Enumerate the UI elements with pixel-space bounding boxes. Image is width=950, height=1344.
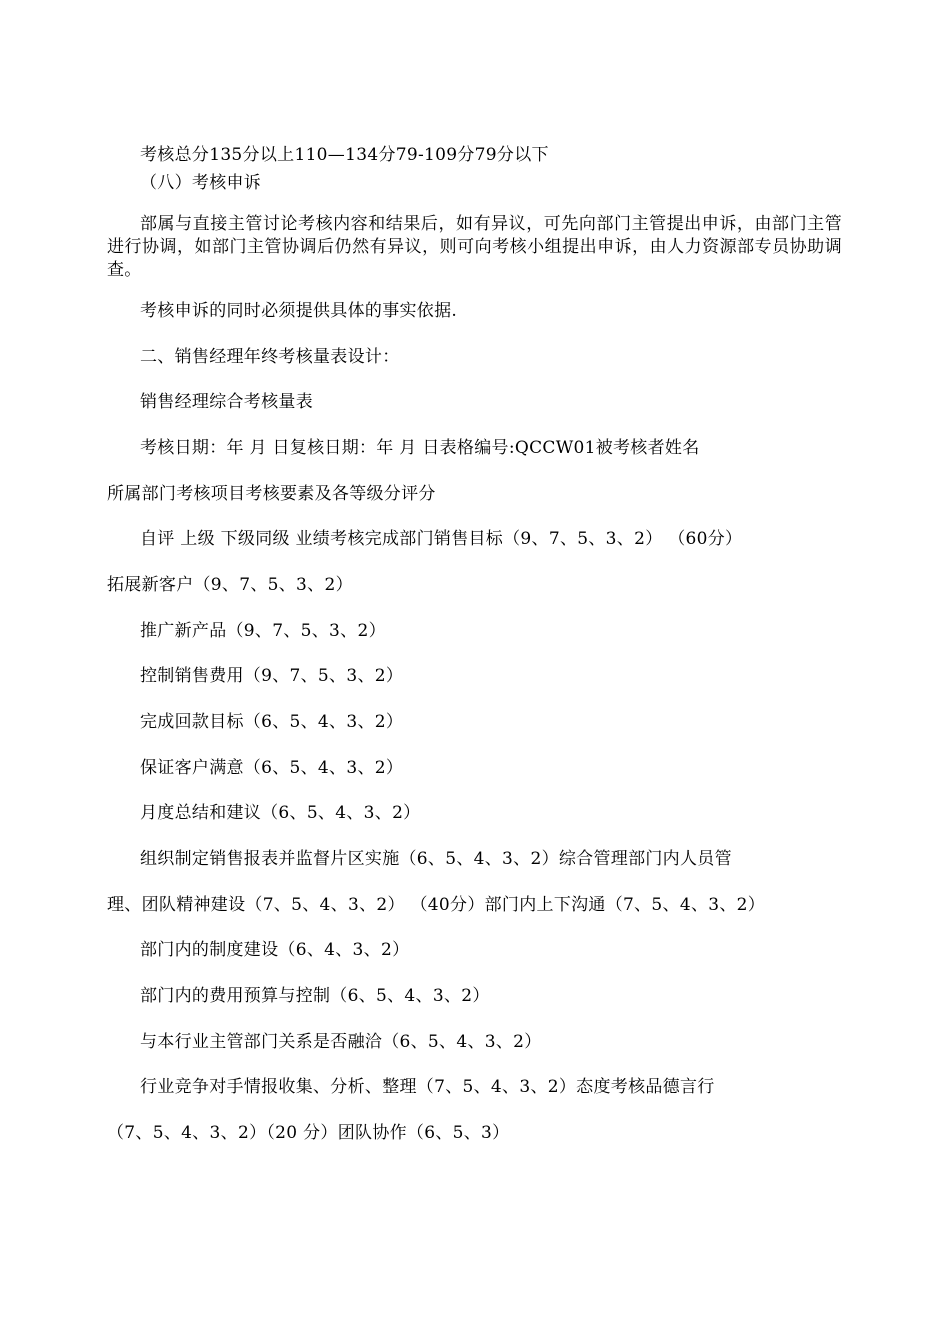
monthly-summary-line: 月度总结和建议（6、5、4、3、2） <box>140 803 421 823</box>
competitor-info-line: 行业竞争对手情报收集、分析、整理（7、5、4、3、2）态度考核品德言行 <box>140 1077 715 1097</box>
score-ranges-line: 考核总分135分以上110—134分79-109分79分以下 <box>140 145 549 165</box>
sales-cost-line: 控制销售费用（9、7、5、3、2） <box>140 666 404 686</box>
table-title: 销售经理综合考核量表 <box>140 392 313 412</box>
dept-line: 所属部门考核项目考核要素及各等级分评分 <box>107 484 436 504</box>
industry-relations-line: 与本行业主管部门关系是否融洽（6、5、4、3、2） <box>140 1032 542 1052</box>
appeal-paragraph: 部属与直接主管讨论考核内容和结果后，如有异议，可先向部门主管提出申诉，由部门主管进行协调，如部门主管协调后仍然有异议，则可向考核小组提出申诉，由人力资源部专员协助调查。 <box>107 214 842 280</box>
team-spirit-line: 理、团队精神建设（7、5、4、3、2） （40分）部门内上下沟通（7、5、4、3、2） <box>107 895 766 915</box>
dept-rules-line: 部门内的制度建设（6、4、3、2） <box>140 940 410 960</box>
teamwork-line: （7、5、4、3、2）（20 分）团队协作（6、5、3） <box>107 1123 510 1143</box>
dates-line: 考核日期：年 月 日复核日期：年 月 日表格编号:QCCW01被考核者姓名 <box>140 438 700 458</box>
new-products-line: 推广新产品（9、7、5、3、2） <box>140 621 386 641</box>
evaluation-line: 自评 上级 下级同级 业绩考核完成部门销售目标（9、7、5、3、2） （60分） <box>140 529 743 549</box>
customer-satisfaction-line: 保证客户满意（6、5、4、3、2） <box>140 758 404 778</box>
section-two-heading: 二、销售经理年终考核量表设计： <box>140 347 400 367</box>
new-clients-line: 拓展新客户（9、7、5、3、2） <box>107 575 353 595</box>
appeal-heading: （八）考核申诉 <box>140 173 262 193</box>
dept-budget-line: 部门内的费用预算与控制（6、5、4、3、2） <box>140 986 490 1006</box>
payment-target-line: 完成回款目标（6、5、4、3、2） <box>140 712 404 732</box>
appeal-evidence-line: 考核申诉的同时必须提供具体的事实依据. <box>140 301 458 321</box>
sales-report-line: 组织制定销售报表并监督片区实施（6、5、4、3、2）综合管理部门内人员管 <box>140 849 732 869</box>
